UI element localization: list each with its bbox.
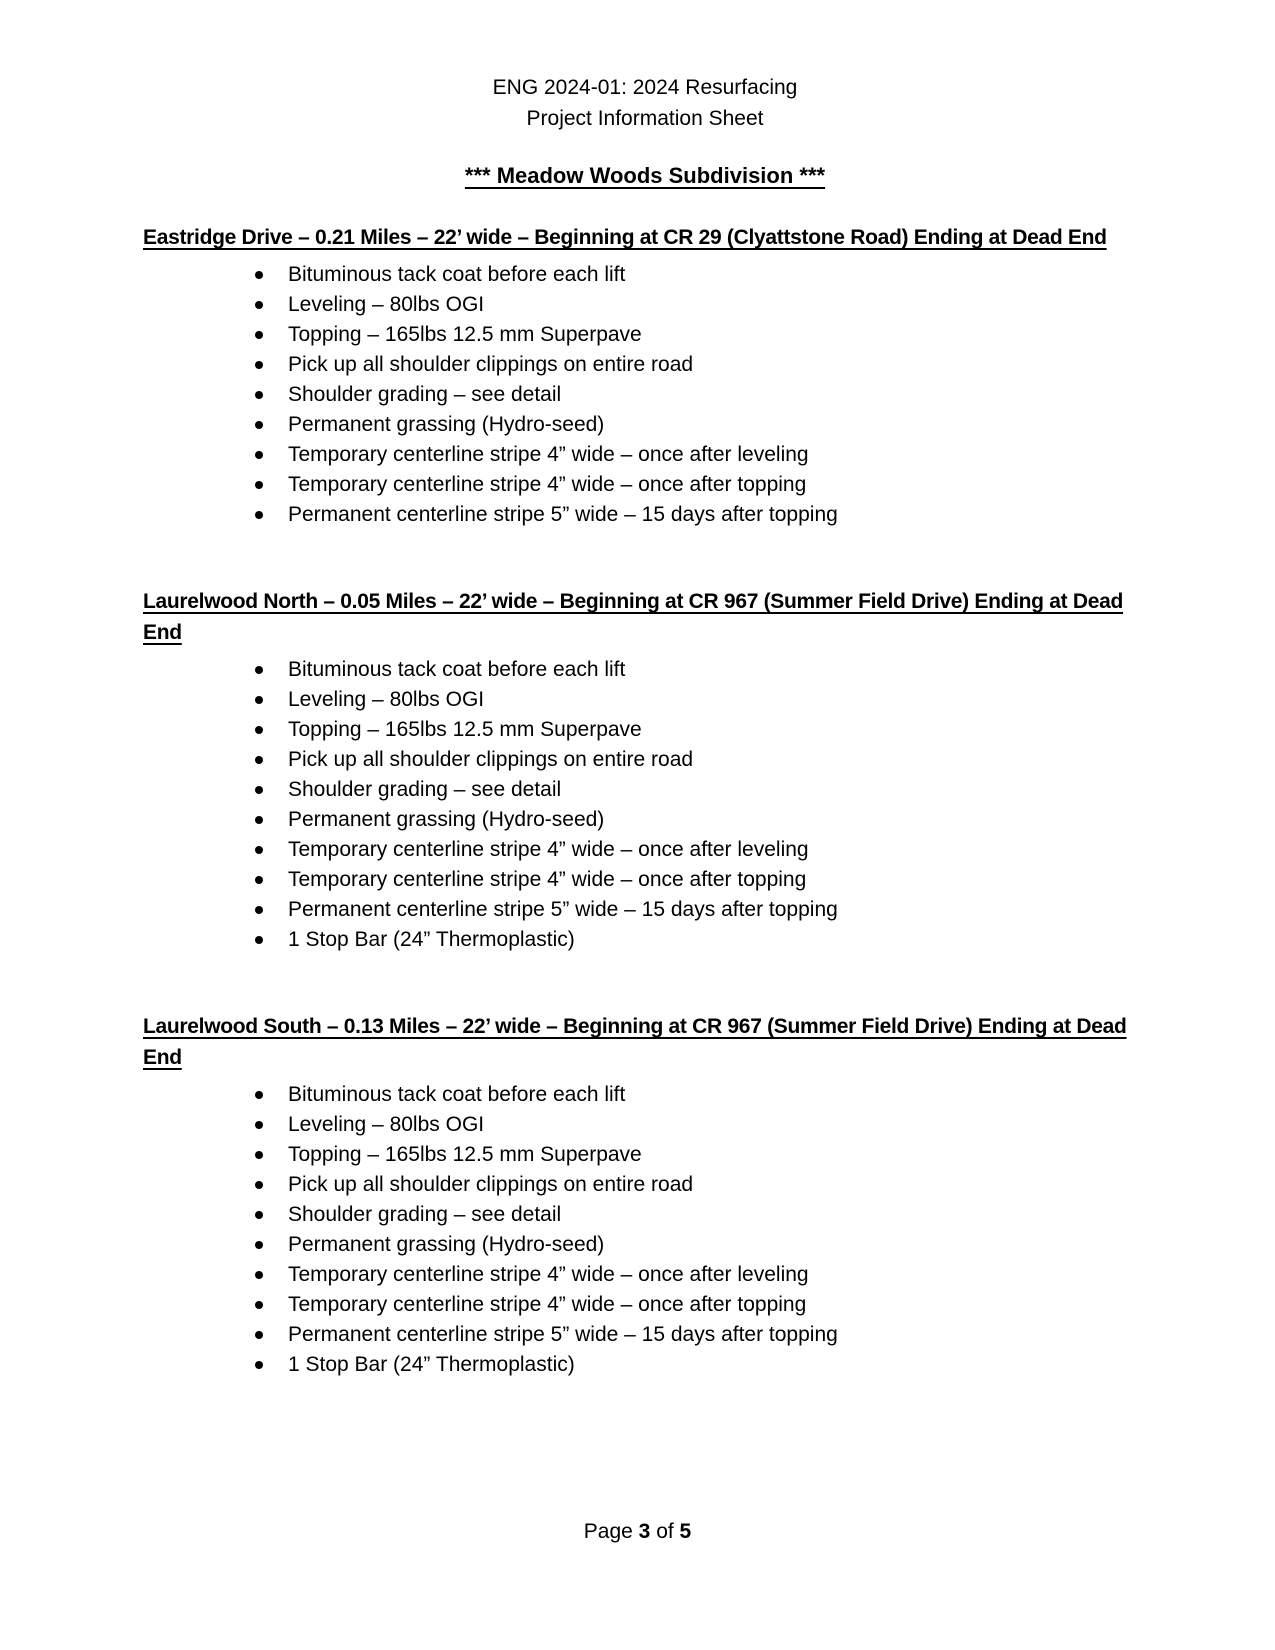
list-item: Permanent centerline stripe 5” wide – 15 days after topping [288,500,1147,530]
list-item: Temporary centerline stripe 4” wide – once after leveling [288,1260,1147,1290]
subdivision-title: *** Meadow Woods Subdivision *** [464,163,826,188]
list-item: Temporary centerline stripe 4” wide – once after leveling [288,835,1147,865]
list-item: Bituminous tack coat before each lift [288,655,1147,685]
bullet-list [143,1080,1147,1380]
list-item: Permanent centerline stripe 5” wide – 15 days after topping [288,895,1147,925]
project-id-title: ENG 2024-01: 2024 Resurfacing [492,76,798,99]
list-item: Temporary centerline stripe 4” wide – once after leveling [288,440,1147,470]
section-heading: Laurelwood South – 0.13 Miles – 22’ wide – Beginning at CR 967 (Summer Field Drive) Ending at Dead End [143,1015,1127,1069]
document-subtitle: Project Information Sheet [526,107,764,130]
document-header [143,72,1147,134]
footer-page-number: 3 [638,1520,651,1543]
section-laurelwood-south [143,1011,1147,1380]
section-eastridge-drive [143,222,1147,530]
list-item: Topping – 165lbs 12.5 mm Superpave [288,320,1147,350]
page-footer [0,1518,1275,1546]
list-item: Permanent centerline stripe 5” wide – 15 days after topping [288,1320,1147,1350]
list-item: Pick up all shoulder clippings on entire road [288,350,1147,380]
list-item: Temporary centerline stripe 4” wide – once after topping [288,865,1147,895]
list-item: Leveling – 80lbs OGI [288,290,1147,320]
footer-label-of: of [656,1520,674,1543]
list-item: Shoulder grading – see detail [288,380,1147,410]
list-item: Leveling – 80lbs OGI [288,685,1147,715]
list-item: Leveling – 80lbs OGI [288,1110,1147,1140]
list-item: Shoulder grading – see detail [288,775,1147,805]
list-item: Bituminous tack coat before each lift [288,260,1147,290]
section-heading: Eastridge Drive – 0.21 Miles – 22’ wide – Beginning at CR 29 (Clyattstone Road) Ending at Dead End [143,226,1107,249]
list-item: Topping – 165lbs 12.5 mm Superpave [288,715,1147,745]
list-item: Temporary centerline stripe 4” wide – once after topping [288,470,1147,500]
bullet-list [143,655,1147,955]
list-item: 1 Stop Bar (24” Thermoplastic) [288,925,1147,955]
list-item: Permanent grassing (Hydro-seed) [288,805,1147,835]
section-heading: Laurelwood North – 0.05 Miles – 22’ wide – Beginning at CR 967 (Summer Field Drive) Ending at Dead End [143,590,1124,644]
list-item: Pick up all shoulder clippings on entire road [288,1170,1147,1200]
list-item: 1 Stop Bar (24” Thermoplastic) [288,1350,1147,1380]
footer-label-page: Page [583,1520,633,1543]
list-item: Permanent grassing (Hydro-seed) [288,1230,1147,1260]
section-laurelwood-north [143,586,1147,955]
footer-total-pages: 5 [679,1520,692,1543]
list-item: Bituminous tack coat before each lift [288,1080,1147,1110]
list-item: Permanent grassing (Hydro-seed) [288,410,1147,440]
list-item: Shoulder grading – see detail [288,1200,1147,1230]
bullet-list [143,260,1147,530]
list-item: Temporary centerline stripe 4” wide – once after topping [288,1290,1147,1320]
list-item: Topping – 165lbs 12.5 mm Superpave [288,1140,1147,1170]
list-item: Pick up all shoulder clippings on entire road [288,745,1147,775]
